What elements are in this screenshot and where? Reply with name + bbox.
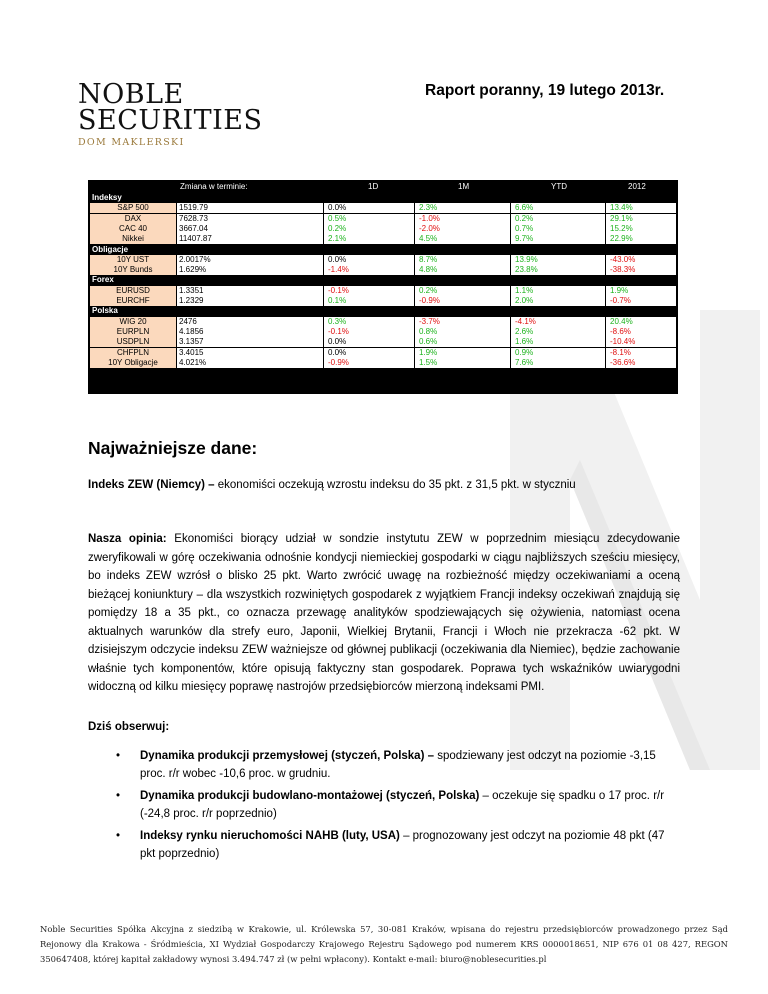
change-2012: 13.4% bbox=[606, 203, 676, 213]
watch-item-bold: Dynamika produkcji budowlano-montażowej (styczeń, Polska) bbox=[140, 790, 480, 802]
instrument-name: EURPLN bbox=[90, 327, 176, 337]
logo-line-1: NOBLE bbox=[78, 79, 184, 110]
spacer-cell bbox=[253, 214, 323, 224]
table-section-title: Indeksy bbox=[92, 193, 122, 202]
table-row bbox=[88, 348, 678, 358]
change-ytd: 1.6% bbox=[511, 337, 605, 347]
instrument-value: 3.1357 bbox=[177, 337, 253, 347]
change-ytd: 9.7% bbox=[511, 234, 605, 244]
change-1m: 0.2% bbox=[415, 286, 510, 296]
table-section-title: Polska bbox=[92, 306, 118, 316]
spacer-cell bbox=[253, 255, 323, 265]
change-1d: -0.9% bbox=[324, 358, 414, 368]
header-1d: 1D bbox=[368, 182, 379, 191]
change-1d: -0.1% bbox=[324, 286, 414, 296]
instrument-name: 10Y Bunds bbox=[90, 265, 176, 275]
instrument-value: 4.1856 bbox=[177, 327, 253, 337]
zew-text: ekonomiści oczekują wzrostu indeksu do 35 pkt. z 31,5 pkt. w styczniu bbox=[214, 479, 576, 491]
instrument-value: 1.3351 bbox=[177, 286, 253, 296]
change-2012: -43.0% bbox=[606, 255, 676, 265]
table-section-row bbox=[88, 193, 678, 203]
change-ytd: 0.7% bbox=[511, 224, 605, 234]
change-ytd: 1.1% bbox=[511, 286, 605, 296]
table-row bbox=[88, 296, 678, 306]
watch-item-bold: Indeksy rynku nieruchomości NAHB (luty, USA) bbox=[140, 830, 400, 842]
table-section-title: Obligacje bbox=[92, 244, 129, 254]
change-1d: 0.0% bbox=[324, 203, 414, 213]
spacer-cell bbox=[253, 348, 323, 358]
watch-item-text: spodziewany jest odczyt na poziomie -3,15 proc. r/r wobec -10,6 proc. w grudniu. bbox=[140, 750, 656, 780]
change-2012: -10.4% bbox=[606, 337, 676, 347]
change-1d: -0.1% bbox=[324, 327, 414, 337]
instrument-name: Nikkei bbox=[90, 234, 176, 244]
instrument-value: 7628.73 bbox=[177, 214, 253, 224]
opinion-paragraph bbox=[88, 530, 680, 697]
change-ytd: 23.8% bbox=[511, 265, 605, 275]
change-ytd: 13.9% bbox=[511, 255, 605, 265]
spacer-cell bbox=[253, 234, 323, 244]
table-row bbox=[88, 203, 678, 213]
spacer-cell bbox=[253, 296, 323, 306]
change-ytd: 2.6% bbox=[511, 327, 605, 337]
change-1m: -0.9% bbox=[415, 296, 510, 306]
spacer-cell bbox=[253, 358, 323, 368]
spacer-cell bbox=[253, 337, 323, 347]
spacer-cell bbox=[253, 224, 323, 234]
market-table-header bbox=[88, 180, 678, 192]
table-row bbox=[88, 214, 678, 224]
instrument-value: 1.2329 bbox=[177, 296, 253, 306]
instrument-name: S&P 500 bbox=[90, 203, 176, 213]
table-section-title: Forex bbox=[92, 275, 114, 285]
opinion-text: Ekonomiści biorący udział w sondzie instytutu ZEW w poprzednim miesiącu zdecydowanie zweryfikowali w górę oczekiwania odnośnie kondycji niemieckiej gospodarki w ciągu najbliższych sześciu miesięcy, bo indeks ZEW wzrósł o blisko 25 pkt. Warto zwrócić uwagę na rozbieżność między oczekiwaniami a oceną bieżącej koniunktury – dla wszystkich rozwiniętych gospodarek z wyjątkiem Francji indeksy oczekiwań znajdują się pomiędzy 18 a 35 pkt., co oznacza przewagę analityków spodziewających się ożywienia, natomiast ocena aktualnych warunków dla strefy euro, Japonii, Wielkiej Brytanii, Francji i Włoch nie przekracza -62 pkt. W dzisiejszym odczycie indeksu ZEW ważniejsze od głównej publikacji (oczekiwania dla Niemiec), będzie zachowanie właśnie tych komponentów, które opisują faktyczny stan gospodarek. Poprawa tych wskaźników uwiarygodni widoczną od kilku miesięcy poprawę nastrojów przedsiębiorców mierzoną indeksami PMI. bbox=[88, 533, 680, 693]
instrument-name: EURUSD bbox=[90, 286, 176, 296]
change-2012: 22.9% bbox=[606, 234, 676, 244]
change-1m: 4.8% bbox=[415, 265, 510, 275]
change-1d: 0.1% bbox=[324, 296, 414, 306]
spacer-cell bbox=[253, 203, 323, 213]
change-ytd: 2.0% bbox=[511, 296, 605, 306]
change-1m: 0.8% bbox=[415, 327, 510, 337]
logo-line-3: DOM MAKLERSKI bbox=[78, 137, 185, 148]
table-row bbox=[88, 234, 678, 244]
change-1m: 8.7% bbox=[415, 255, 510, 265]
change-2012: 29.1% bbox=[606, 214, 676, 224]
table-section-row bbox=[88, 275, 678, 285]
footer-legal: Noble Securities Spółka Akcyjna z siedzibą w Krakowie, ul. Królewska 57, 30-081 Kraków, wpisana do rejestru przedsiębiorców prowadzonego przez Sąd Rejonowy dla Krakowa - Śródmieścia, XI Wydział Gospodarczy Krajowego Rejestru Sądowego pod numerem KRS 0000018651, NIP 676 01 08 427, REGON 350647408, której kapitał zakładowy wynosi 3.494.747 zł (w pełni wpłacony). Kontakt e-mail: biuro@noblesecurities.pl bbox=[40, 924, 728, 964]
instrument-name: EURCHF bbox=[90, 296, 176, 306]
spacer-cell bbox=[253, 327, 323, 337]
change-2012: -8.6% bbox=[606, 327, 676, 337]
instrument-name: 10Y UST bbox=[90, 255, 176, 265]
header-ytd: YTD bbox=[551, 182, 567, 191]
change-ytd: -4.1% bbox=[511, 317, 605, 327]
watch-item bbox=[88, 787, 678, 823]
table-row bbox=[88, 327, 678, 337]
watch-title: Dziś obserwuj: bbox=[88, 721, 170, 733]
table-section-row bbox=[88, 306, 678, 316]
company-logo bbox=[78, 79, 263, 148]
change-ytd: 0.2% bbox=[511, 214, 605, 224]
change-1m: 1.9% bbox=[415, 348, 510, 358]
market-table bbox=[88, 180, 678, 394]
instrument-value: 3667.04 bbox=[177, 224, 253, 234]
change-1m: 4.5% bbox=[415, 234, 510, 244]
change-1m: 2.3% bbox=[415, 203, 510, 213]
watch-item-bold: Dynamika produkcji przemysłowej (styczeń, Polska) – bbox=[140, 750, 434, 762]
section-heading: Najważniejsze dane: bbox=[88, 438, 258, 458]
change-1d: 2.1% bbox=[324, 234, 414, 244]
change-2012: -36.6% bbox=[606, 358, 676, 368]
change-2012: -0.7% bbox=[606, 296, 676, 306]
change-ytd: 7.6% bbox=[511, 358, 605, 368]
change-1m: 1.5% bbox=[415, 358, 510, 368]
instrument-value: 2.0017% bbox=[177, 255, 253, 265]
change-2012: -8.1% bbox=[606, 348, 676, 358]
instrument-value: 1519.79 bbox=[177, 203, 253, 213]
zew-bold: Indeks ZEW (Niemcy) – bbox=[88, 479, 215, 491]
logo-line-2: SECURITIES bbox=[78, 105, 263, 136]
change-1m: -2.0% bbox=[415, 224, 510, 234]
change-1d: 0.3% bbox=[324, 317, 414, 327]
spacer-cell bbox=[253, 317, 323, 327]
table-row bbox=[88, 224, 678, 234]
table-row bbox=[88, 358, 678, 368]
watch-item-text: – oczekuje się spadku o 17 proc. r/r (-24,8 proc. r/r poprzednio) bbox=[140, 790, 665, 820]
instrument-name: CAC 40 bbox=[90, 224, 176, 234]
instrument-name: DAX bbox=[90, 214, 176, 224]
change-2012: 20.4% bbox=[606, 317, 676, 327]
header-2012: 2012 bbox=[628, 182, 646, 191]
zew-paragraph bbox=[88, 476, 680, 495]
change-1d: 0.0% bbox=[324, 255, 414, 265]
spacer-cell bbox=[253, 265, 323, 275]
change-2012: -38.3% bbox=[606, 265, 676, 275]
watch-item bbox=[88, 747, 678, 783]
table-row bbox=[88, 337, 678, 347]
spacer-cell bbox=[253, 286, 323, 296]
report-title: Raport poranny, 19 lutego 2013r. bbox=[425, 82, 665, 99]
instrument-value: 3.4015 bbox=[177, 348, 253, 358]
instrument-value: 11407.87 bbox=[177, 234, 253, 244]
change-2012: 1.9% bbox=[606, 286, 676, 296]
watch-item bbox=[88, 827, 678, 863]
instrument-name: CHFPLN bbox=[90, 348, 176, 358]
table-row bbox=[88, 265, 678, 275]
change-2012: 15.2% bbox=[606, 224, 676, 234]
header-label: Zmiana w terminie: bbox=[180, 182, 248, 191]
instrument-name: 10Y Obligacje bbox=[90, 358, 176, 368]
change-1m: -3.7% bbox=[415, 317, 510, 327]
watch-item-text: – prognozowany jest odczyt na poziomie 48 pkt (47 pkt poprzednio) bbox=[140, 830, 665, 860]
instrument-value: 2476 bbox=[177, 317, 253, 327]
table-row bbox=[88, 317, 678, 327]
instrument-value: 4.021% bbox=[177, 358, 253, 368]
header-1m: 1M bbox=[458, 182, 470, 191]
change-1m: -1.0% bbox=[415, 214, 510, 224]
change-1d: 0.2% bbox=[324, 224, 414, 234]
table-row bbox=[88, 255, 678, 265]
table-section-row bbox=[88, 245, 678, 255]
change-ytd: 0.9% bbox=[511, 348, 605, 358]
opinion-bold: Nasza opinia: bbox=[88, 533, 167, 545]
table-row bbox=[88, 286, 678, 296]
change-ytd: 6.6% bbox=[511, 203, 605, 213]
watch-list bbox=[88, 747, 678, 867]
instrument-value: 1.629% bbox=[177, 265, 253, 275]
change-1d: 0.0% bbox=[324, 337, 414, 347]
change-1d: -1.4% bbox=[324, 265, 414, 275]
instrument-name: USDPLN bbox=[90, 337, 176, 347]
change-1d: 0.0% bbox=[324, 348, 414, 358]
instrument-name: WIG 20 bbox=[90, 317, 176, 327]
change-1d: 0.5% bbox=[324, 214, 414, 224]
change-1m: 0.6% bbox=[415, 337, 510, 347]
